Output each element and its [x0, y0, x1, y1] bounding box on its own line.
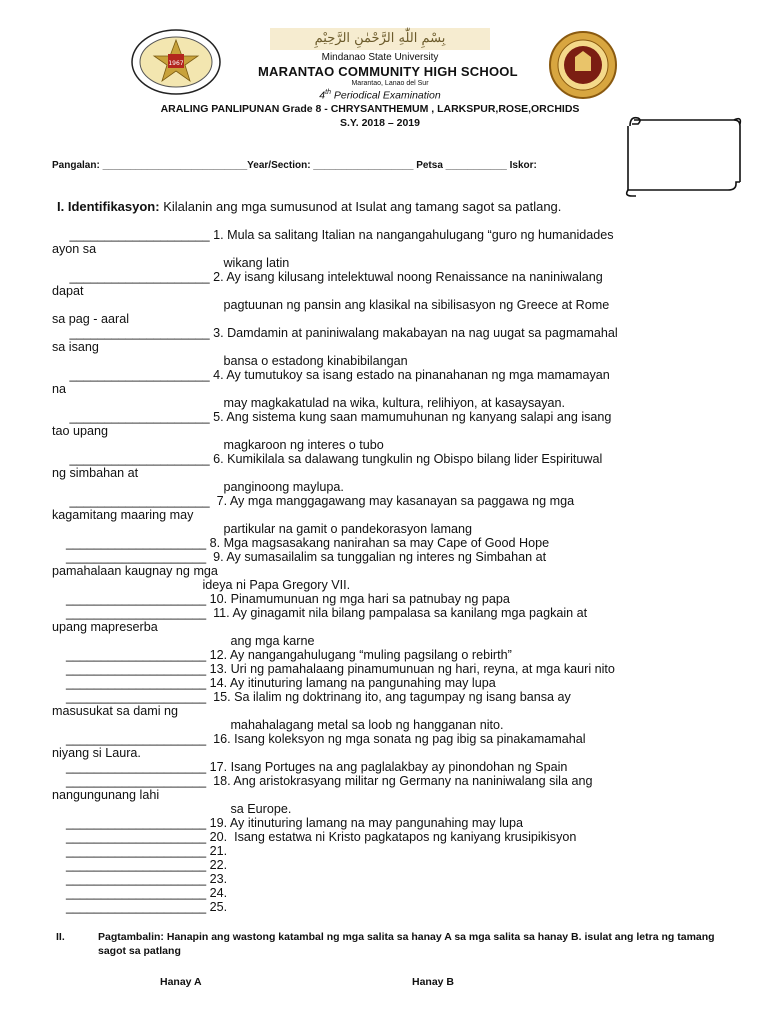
- column-a-heading: Hanay A: [160, 976, 202, 988]
- item-line: ang mga karne: [52, 634, 315, 648]
- item-line: dapat: [52, 284, 84, 298]
- item-line: tao upang: [52, 424, 109, 438]
- item-line: kagamitang maaring may: [52, 508, 194, 522]
- school-year: S.Y. 2018 – 2019: [340, 117, 420, 129]
- subject-line: ARALING PANLIPUNAN Grade 8 - CHRYSANTHEMUM , LARKSPUR,ROSE,ORCHIDS: [160, 103, 580, 115]
- item-line: ____________________ 10. Pinamumunuan ng mga hari sa patnubay ng papa: [52, 592, 510, 606]
- item-line: partikular na gamit o pandekorasyon lamang: [52, 522, 472, 536]
- item-line: mahahalagang metal sa loob ng hangganan nito.: [52, 718, 504, 732]
- item-line: bansa o estadong kinabibilangan: [52, 354, 408, 368]
- item-line: nangungunang lahi: [52, 788, 160, 802]
- item-line: masusukat sa dami ng: [52, 704, 178, 718]
- item-line: ideya ni Papa Gregory VII.: [52, 578, 351, 592]
- student-info-fields: Pangalan: __________________________Year/Section: __________________ Petsa ___________ Iskor:: [52, 160, 537, 171]
- section-identification-heading: I. Identifikasyon: Kilalanin ang mga sumusunod at Isulat ang tamang sagot sa patlang.: [57, 199, 562, 214]
- item-line: ____________________ 9. Ay sumasailalim sa tunggalian ng interes ng Simbahan at: [52, 550, 547, 564]
- item-line: ____________________ 11. Ay ginagamit nila bilang pampalasa sa kanilang mga pagkain at: [52, 606, 588, 620]
- identification-items: [52, 228, 732, 914]
- item-line: sa pag - aaral: [52, 312, 130, 326]
- section-number: II.: [56, 931, 65, 943]
- item-line: ____________________ 20. Isang estatwa ni Kristo pagkatapos ng kaniyang krusipikisyon: [52, 830, 577, 844]
- item-line: ____________________ 17. Isang Portuges na ang paglalakbay ay pinondohan ng Spain: [52, 760, 568, 774]
- item-line: ____________________ 6. Kumikilala sa dalawang tungkulin ng Obispo bilang lider Espirituwal: [52, 452, 603, 466]
- basmala-text: بِسْمِ اللّٰهِ الرَّحْمٰنِ الرَّحِيْمِ: [314, 31, 446, 46]
- item-line: ____________________ 19. Ay itinuturing lamang na may pangunahing may lupa: [52, 816, 523, 830]
- item-line: ____________________ 24.: [52, 886, 228, 900]
- item-line: ____________________ 15. Sa ilalim ng doktrinang ito, ang tagumpay ng isang bansa ay: [52, 690, 571, 704]
- item-line: ____________________ 21.: [52, 844, 228, 858]
- school-seal-left-logo: [130, 28, 222, 96]
- item-line: ____________________ 1. Mula sa salitang Italian na nangangahulugang “guro ng humanidades: [52, 228, 614, 242]
- item-line: panginoong maylupa.: [52, 480, 344, 494]
- item-line: ____________________ 2. Ay isang kilusang intelektuwal noong Renaissance na naniniwalang: [52, 270, 603, 284]
- item-line: ____________________ 3. Damdamin at paniniwalang makabayan na nag uugat sa pagmamahal: [52, 326, 618, 340]
- item-line: ____________________ 25.: [52, 900, 228, 914]
- item-line: ____________________ 18. Ang aristokrasyang militar ng Germany na naniniwalang sila ang: [52, 774, 593, 788]
- item-line: magkaroon ng interes o tubo: [52, 438, 384, 452]
- item-line: ____________________ 13. Uri ng pamahalaang pinamumunuan ng hari, reyna, at mga kauri nito: [52, 662, 615, 676]
- section-instruction: Pagtambalin: Hanapin ang wastong katambal ng mga salita sa hanay A sa mga salita sa hanay B. isulat ang letra ng tamang sagot sa patlang: [98, 931, 715, 957]
- item-line: sa Europe.: [52, 802, 292, 816]
- svg-text:1967: 1967: [168, 60, 184, 67]
- item-line: pamahalaan kaugnay ng mga: [52, 564, 218, 578]
- item-line: ayon sa: [52, 242, 97, 256]
- column-b-heading: Hanay B: [412, 976, 455, 988]
- item-line: ____________________ 4. Ay tumutukoy sa isang estado na pinanahanan ng mga mamamayan: [52, 368, 610, 382]
- item-line: ____________________ 23.: [52, 872, 228, 886]
- item-line: sa isang: [52, 340, 99, 354]
- item-line: ____________________ 8. Mga magsasakang nanirahan sa may Cape of Good Hope: [52, 536, 550, 550]
- item-line: ____________________ 22.: [52, 858, 228, 872]
- item-line: ____________________ 7. Ay mga manggagawang may kasanayan sa paggawa ng mga: [52, 494, 575, 508]
- school-name: MARANTAO COMMUNITY HIGH SCHOOL: [258, 64, 518, 79]
- exam-title: 4th Periodical Examination: [319, 89, 441, 102]
- score-scroll-box: [622, 112, 744, 198]
- school-seal-right-logo: [548, 30, 618, 100]
- item-line: ____________________ 12. Ay nangangahulugang “muling pagsilang o rebirth”: [52, 648, 512, 662]
- item-line: upang mapreserba: [52, 620, 158, 634]
- item-line: ____________________ 5. Ang sistema kung saan mamumuhunan ng kanyang salapi ang isang: [52, 410, 612, 424]
- item-line: niyang si Laura.: [52, 746, 141, 760]
- university-name: Mindanao State University: [321, 52, 439, 63]
- item-line: na: [52, 382, 67, 396]
- item-line: ____________________ 14. Ay itinuturing lamang na pangunahing may lupa: [52, 676, 496, 690]
- arabic-calligraphy-banner: [270, 28, 490, 50]
- school-address: Marantao, Lanao del Sur: [351, 80, 429, 87]
- item-line: may magkakatulad na wika, kultura, relihiyon, at kasaysayan.: [52, 396, 566, 410]
- item-line: wikang latin: [52, 256, 290, 270]
- item-line: ____________________ 16. Isang koleksyon ng mga sonata ng pag ibig sa pinakamamahal: [52, 732, 586, 746]
- item-line: ng simbahan at: [52, 466, 139, 480]
- item-line: pagtuunan ng pansin ang klasikal na sibilisasyon ng Greece at Rome: [52, 298, 610, 312]
